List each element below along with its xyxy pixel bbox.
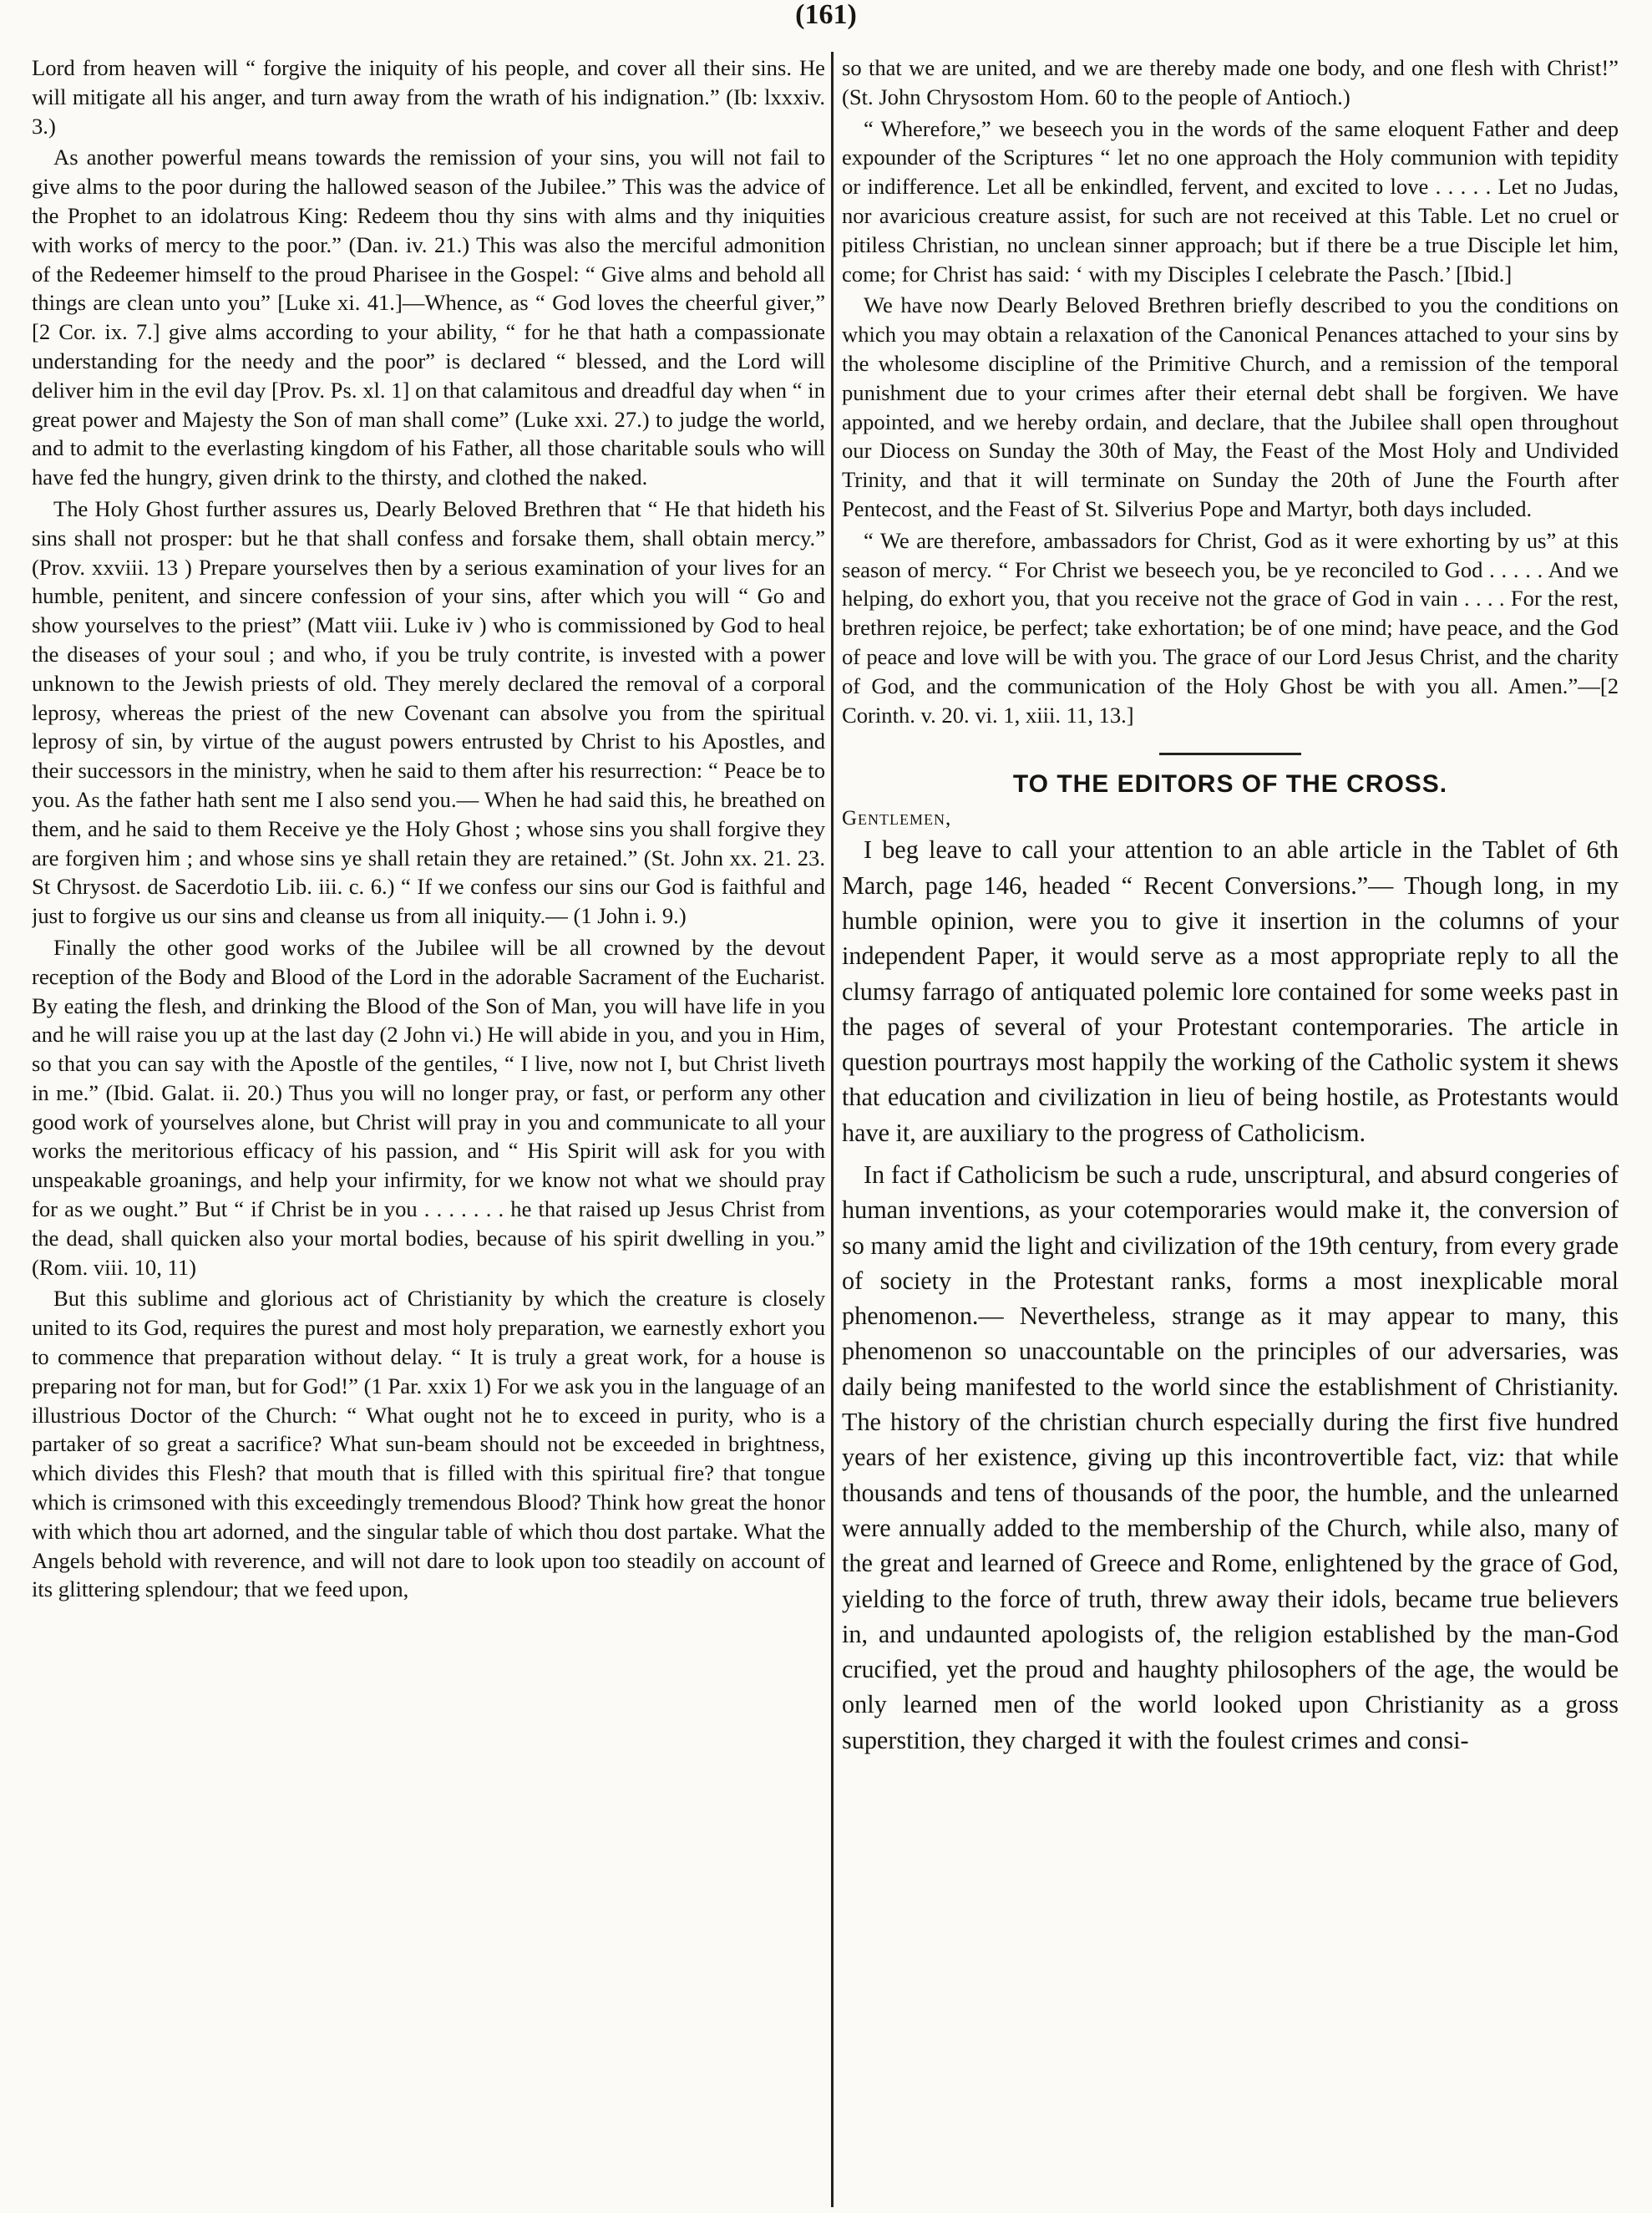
left-paragraph-1: Lord from heaven will “ forgive the iniquity of his people, and cover all their sins. He will mitigate all his anger, and turn away from the wrath of his indignation.” (Ib: lxxxiv. 3.) bbox=[32, 55, 825, 139]
right-paragraph-2: “ Wherefore,” we beseech you in the words of the same eloquent Father and deep expounder of the Scriptures “ let no one approach the Holy communion with tepidity or indifference. Let all be enkindled, fervent, and excited to love . . . . . Let no Judas, nor avaricious creature assist, for such are not received at this Table. Let no cruel or pitiless Christian, no unclean sinner approach; but if there be a true Disciple let him, come; for Christ has said: ‘ with my Disciples I celebrate the Pasch.’ [Ibid.] bbox=[842, 115, 1619, 287]
right-paragraph-1: so that we are united, and we are thereby made one body, and one flesh with Christ!” (St. John Chrysostom Hom. 60 to the people of Antioch.) bbox=[842, 55, 1619, 109]
letter-paragraph-1: I beg leave to call your attention to an able article in the Tablet of 6th March, page 146, headed “ Recent Conversions.”— Though long, in my humble opinion, were you to give it insertion in the columns of your independent Paper, it would serve as a most appropriate reply to all the clumsy farrago of antiquated polemic lore contained for some weeks past in the pages of several of your Protestant contemporaries. The article in question pourtrays most happily the working of the Catholic system it shews that education and civilization in lieu of being hostile, as Protestants would have it, are auxiliary to the progress of Catholicism. bbox=[842, 835, 1619, 1147]
right-column bbox=[842, 53, 1619, 2200]
left-paragraph-4: Finally the other good works of the Jubilee will be all crowned by the devout reception of the Body and Blood of the Lord in the adorable Sacrament of the Eucharist. By eating the flesh, and drinking the Blood of the Son of Man, you will have life in you and he will raise you up at the last day (2 John vi.) He will abide in you, and you in Him, so that you can say with the Apostle of the gentiles, “ I live, now not I, but Christ liveth in me.” (Ibid. Galat. ii. 20.) Thus you will no longer pray, or fast, or perform any other good work of yourselves alone, but Christ will pray in you and communicate to all your works the meritorious efficacy of his passion, and “ His Spirit will ask for you with unspeakable groanings, and help your infirmity, for we know not what we should pray for as we ought.” But “ if Christ be in you . . . . . . . he that raised up Jesus Christ from the dead, shall quicken also your mortal bodies, because of his spirit dwelling in you.” (Rom. viii. 10, 11) bbox=[32, 934, 825, 1280]
right-paragraph-3: We have now Dearly Beloved Brethren briefly described to you the conditions on which you may obtain a relaxation of the Canonical Penances attached to your sins by the wholesome discipline of the Primitive Church, and a remission of the temporal punishment due to your crimes after their eternal debt shall be forgiven. We have appointed, and we hereby ordain, and declare, that the Jubilee shall open throughout our Diocess on Sunday the 30th of May, the Feast of the Most Holy and Undivided Trinity, and that it will terminate on Sunday the 20th of June the Fourth after Pentecost, and the Feast of St. Silverius Pope and Martyr, both days included. bbox=[842, 292, 1619, 521]
left-paragraph-2: As another powerful means towards the remission of your sins, you will not fail to give alms to the poor during the hallowed season of the Jubilee.” This was the advice of the Prophet to an idolatrous King: Redeem thou thy sins with alms and thy iniquities with works of mercy to the poor.” (Dan. iv. 21.) This was also the merciful admonition of the Redeemer himself to the proud Pharisee in the Gospel: “ Give alms and behold all things are clean unto you” [Luke xi. 41.]—Whence, as “ God loves the cheerful giver,” [2 Cor. ix. 7.] give alms according to your ability, “ for he that hath a compassionate understanding for the needy and the poor” is declared “ blessed, and the Lord will deliver him in the evil day [Prov. Ps. xl. 1] on that calamitous and dreadful day when “ in great power and Majesty the Son of man shall come” (Luke xxi. 27.) to judge the world, and to admit to the everlasting kingdom of his Father, all those charitable souls who will have fed the hungry, given drink to the thirsty, and clothed the naked. bbox=[32, 145, 825, 490]
letter-salutation: Gentlemen, bbox=[842, 807, 952, 830]
letter-heading: TO THE EDITORS OF THE CROSS. bbox=[1012, 770, 1448, 799]
letter-paragraph-2: In fact if Catholicism be such a rude, unscriptural, and absurd congeries of human inventions, as your cotemporaries would make it, the conversion of so many amid the light and civilization of the 19th century, from every grade of society in the Protestant ranks, forms a most inexplicable moral phenomenon.— Nevertheless, strange as it may appear to many, this phenomenon so unaccountable on the principles of our adversaries, was daily being manifested to the world since the establishment of Christianity. The history of the christian church especially during the first five hundred years of her existence, giving up this incontrovertible fact, viz: that while thousands and tens of thousands of the poor, the humble, and the unlearned were annually added to the membership of the Church, while also, many of the great and learned of Greece and Rome, enlightened by the grace of God, yielding to the force of truth, threw away their idols, became true believers in, and undaunted apologists of, the religion established by the man-God crucified, yet the proud and haughty philosophers of the age, the would be only learned men of the world looked upon Christianity as a gross superstition, they charged it with the foulest crimes and consi- bbox=[842, 1160, 1619, 1754]
column-divider bbox=[831, 52, 834, 2207]
left-paragraph-5: But this sublime and glorious act of Christianity by which the creature is closely united to its God, requires the purest and most holy preparation, we earnestly exhort you to commence that preparation without delay. “ It is truly a great work, for a house is preparing not for man, but for God!” (1 Par. xxix 1) For we ask you in the language of an illustrious Doctor of the Church: “ What ought not he to exceed in purity, who is a partaker of so great a sacrifice? What sun-beam should not be exceeded in brightness, which divides this Flesh? that mouth that is filled with this spiritual fire? that tongue which is crimsoned with this exceedingly tremendous Blood? Think how great the honor with which thou art adorned, and the singular table of which thou dost partake. What the Angels behold with reverence, and will not dare to look upon too steadily on account of its glittering splendour; that we feed upon, bbox=[32, 1286, 825, 1602]
section-divider bbox=[1159, 753, 1301, 755]
left-paragraph-3: The Holy Ghost further assures us, Dearly Beloved Brethren that “ He that hideth his sins shall not prosper: but he that shall confess and forsake them, shall obtain mercy.” (Prov. xxviii. 13 ) Prepare yourselves then by a serious examination of your lives for an humble, penitent, and sincere confession of your sins, after which you will “ Go and show yourselves to the priest” (Matt viii. Luke iv ) who is commissioned by God to heal the diseases of your soul ; and who, if you be truly contrite, is invested with a power unknown to the Jewish priests of old. They merely declared the removal of a corporal leprosy, whereas the priest of the new Covenant can absolve you from the spiritual leprosy of sin, by virtue of the august powers entrusted by Christ to his Apostles, and their successors in the ministry, when he said to them after his resurrection: “ Peace be to you. As the father hath sent me I also send you.— When he had said this, he breathed on them, and he said to them Receive ye the Holy Ghost ; whose sins you shall forgive they are forgiven him ; and whose sins ye shall retain they are retained.” (St. John xx. 21. 23. St Chrysost. de Sacerdotio Lib. iii. c. 6.) “ If we confess our sins our God is faithful and just to forgive us our sins and cleanse us from all iniquity.— (1 John i. 9.) bbox=[32, 495, 825, 929]
page-number: (161) bbox=[795, 0, 857, 30]
right-paragraph-4: “ We are therefore, ambassadors for Christ, God as it were exhorting by us” at this season of mercy. “ For Christ we beseech you, be ye reconciled to God . . . . . And we helping, do exhort you, that you receive not the grace of God in vain . . . . For the rest, brethren rejoice, be perfect; take exhortation; be of one mind; have peace, and the God of peace and love will be with you. The grace of our Lord Jesus Christ, and the charity of God, and the communication of the Holy Ghost be with you all. Amen.”—[2 Corinth. v. 20. vi. 1, xiii. 11, 13.] bbox=[842, 527, 1619, 728]
left-column bbox=[32, 53, 825, 2200]
